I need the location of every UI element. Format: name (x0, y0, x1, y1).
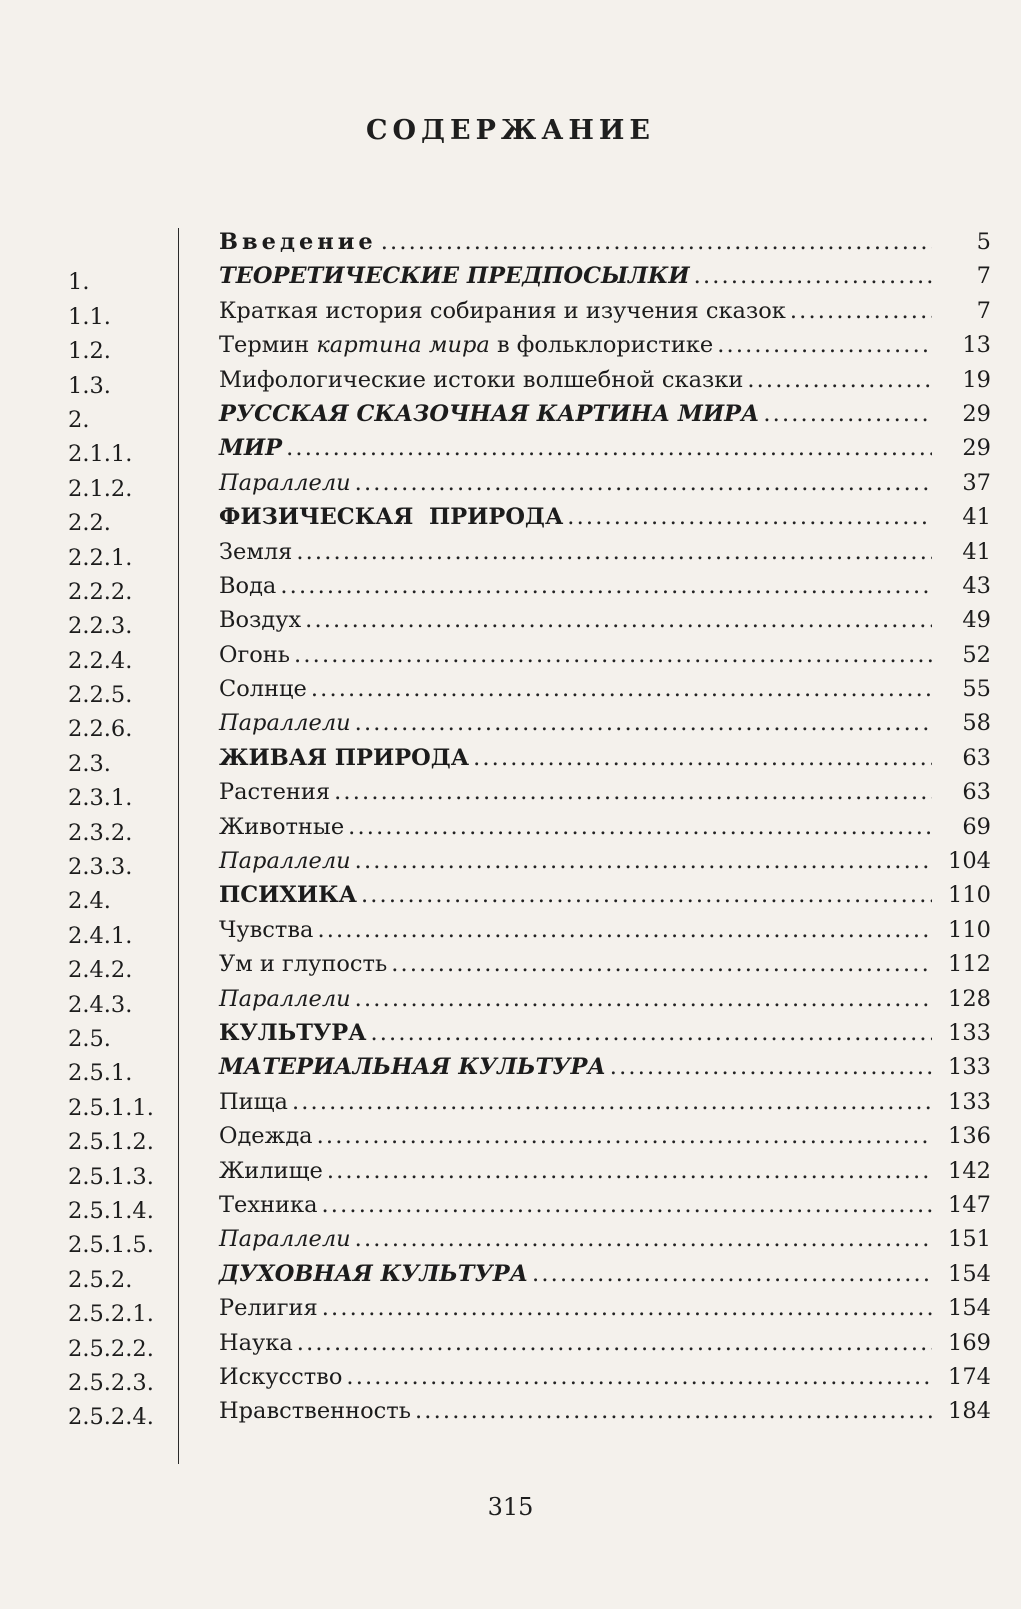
page-reference: 174 (948, 1363, 991, 1390)
page-reference: 69 (962, 813, 991, 840)
page-reference: 136 (948, 1123, 991, 1150)
toc-entry[interactable] (0, 535, 1021, 569)
toc-entry[interactable] (0, 1119, 1021, 1156)
section-number: 2.2.5. (68, 682, 133, 709)
section-number: 2.3.2. (68, 819, 133, 846)
dot-leader (321, 1188, 932, 1222)
section-title: РУССКАЯ СКАЗОЧНАЯ КАРТИНА МИРА (219, 400, 760, 427)
section-number: 2.5.2. (68, 1266, 133, 1293)
page-reference: 58 (962, 710, 991, 737)
section-title: КУЛЬТУРА (219, 1019, 367, 1046)
section-title: МАТЕРИАЛЬНАЯ КУЛЬТУРА (219, 1054, 606, 1081)
page-reference: 151 (948, 1226, 991, 1253)
section-number: 2.4.2. (68, 957, 133, 984)
page-reference: 19 (962, 366, 991, 393)
dot-leader (361, 878, 932, 912)
dot-leader (747, 363, 932, 397)
toc-entry[interactable] (0, 500, 1021, 537)
section-number: 2.2.1. (68, 544, 133, 571)
toc-entry[interactable] (0, 466, 1021, 500)
dot-leader (763, 397, 932, 431)
page-reference: 41 (962, 504, 991, 531)
toc-entry[interactable] (0, 775, 1021, 812)
section-title: ЖИВАЯ ПРИРОДА (219, 744, 470, 771)
section-title: Параллели (219, 710, 351, 737)
section-title: Земля (219, 538, 293, 565)
toc-entry[interactable] (0, 638, 1021, 672)
page-reference: 154 (948, 1260, 991, 1287)
dot-leader (280, 569, 932, 603)
page-reference: 13 (962, 332, 991, 359)
section-number: 2.5.1.3. (68, 1163, 154, 1190)
toc-entry[interactable] (0, 603, 1021, 640)
dot-leader (355, 982, 932, 1016)
dot-leader (346, 1360, 932, 1394)
dot-leader (286, 431, 932, 465)
section-title: Наука (219, 1329, 293, 1356)
section-title: Техника (219, 1191, 318, 1218)
toc-entry[interactable] (0, 706, 1021, 743)
toc-entry[interactable] (0, 294, 1021, 328)
dot-leader (292, 1085, 932, 1119)
dot-leader (334, 775, 932, 809)
page-reference: 112 (948, 951, 991, 978)
toc-entry[interactable] (0, 397, 1021, 431)
section-title: Пища (219, 1088, 288, 1115)
dot-leader (294, 638, 932, 672)
page-reference: 104 (948, 848, 991, 875)
page-reference: 41 (962, 538, 991, 565)
page-reference: 63 (962, 779, 991, 806)
page-reference: 43 (962, 572, 991, 599)
section-number: 2.3.3. (68, 854, 133, 881)
dot-leader (311, 672, 932, 706)
section-title (219, 328, 713, 362)
page-reference: 110 (948, 882, 991, 909)
page-title: СОДЕРЖАНИЕ (366, 115, 655, 146)
toc-entry[interactable] (0, 1085, 1021, 1119)
toc-entry[interactable] (0, 947, 1021, 984)
page-reference: 49 (962, 607, 991, 634)
section-title: ДУХОВНАЯ КУЛЬТУРА (219, 1260, 529, 1287)
toc-entry[interactable] (0, 1154, 1021, 1188)
dot-leader (415, 1394, 932, 1428)
toc-entry[interactable] (0, 810, 1021, 844)
toc-entry[interactable] (0, 1188, 1021, 1222)
dot-leader (391, 947, 932, 981)
page-reference: 29 (962, 400, 991, 427)
section-title: Параллели (219, 848, 351, 875)
dot-leader (327, 1154, 932, 1188)
dot-leader (610, 1050, 932, 1084)
section-title: Нравственность (219, 1398, 411, 1425)
toc-entry[interactable] (0, 328, 1021, 365)
section-number: 2.5.2.2. (68, 1335, 154, 1362)
section-title: Вода (219, 572, 277, 599)
toc-entry[interactable] (0, 1360, 1021, 1394)
toc-entry[interactable] (0, 259, 1021, 296)
toc-entry[interactable] (0, 878, 1021, 915)
section-number: 2.5.2.3. (68, 1369, 154, 1396)
page-reference: 133 (948, 1019, 991, 1046)
section-title: Воздух (219, 607, 302, 634)
section-title: Искусство (219, 1363, 343, 1390)
dot-leader (370, 1016, 932, 1050)
dot-leader (717, 328, 932, 362)
section-number: 2.5.1.2. (68, 1129, 154, 1156)
section-number: 1. (68, 269, 90, 296)
page-number: 315 (487, 1493, 534, 1521)
section-number: 2.5.1.1. (68, 1094, 154, 1121)
section-title: Мифологические истоки волшебной сказки (219, 366, 744, 393)
dot-leader (473, 741, 932, 775)
section-number: 2.2.6. (68, 716, 133, 743)
section-number: 2.2.4. (68, 647, 133, 674)
dot-leader (567, 500, 932, 534)
section-number: 2.4. (68, 888, 111, 915)
toc-entry[interactable] (0, 1291, 1021, 1328)
section-title: Религия (219, 1295, 318, 1322)
page-reference: 55 (962, 676, 991, 703)
page-reference: 169 (948, 1329, 991, 1356)
toc-entry[interactable] (0, 982, 1021, 1016)
section-number: 2.1.1. (68, 441, 133, 468)
page-reference: 128 (948, 985, 991, 1012)
section-title: Краткая история собирания и изучения сказок (219, 297, 786, 324)
section-number: 1.1. (68, 303, 111, 330)
dot-leader (296, 535, 932, 569)
toc-entry[interactable] (0, 844, 1021, 881)
section-title: Животные (219, 813, 345, 840)
section-number: 2.5.1.5. (68, 1232, 154, 1259)
dot-leader (355, 706, 932, 740)
toc-entry[interactable] (0, 1326, 1021, 1360)
toc-entry[interactable] (0, 1016, 1021, 1050)
section-title: Параллели (219, 469, 351, 496)
title-italic-term: картина мира (316, 332, 490, 359)
section-title: Солнце (219, 676, 307, 703)
page-reference: 7 (976, 297, 991, 324)
dot-leader (355, 1222, 932, 1256)
toc-entry[interactable] (0, 225, 1021, 259)
dot-leader (348, 810, 932, 844)
dot-leader (322, 1291, 932, 1325)
page-reference: 184 (948, 1398, 991, 1425)
section-title: ПСИХИКА (219, 882, 357, 909)
section-title: Введение (219, 229, 377, 255)
section-number: 1.2. (68, 338, 111, 365)
table-of-contents (0, 225, 1021, 1429)
page-reference: 154 (948, 1295, 991, 1322)
section-number: 2.5. (68, 1025, 111, 1052)
section-title: Огонь (219, 641, 291, 668)
section-title: ФИЗИЧЕСКАЯ ПРИРОДА (219, 504, 564, 531)
section-number: 2.5.1. (68, 1060, 133, 1087)
dot-leader (305, 603, 932, 637)
title-part: в фольклористике (489, 332, 714, 359)
page-reference: 142 (948, 1157, 991, 1184)
toc-entry[interactable] (0, 1222, 1021, 1259)
section-number: 2.2. (68, 510, 111, 537)
section-title: Одежда (219, 1123, 313, 1150)
toc-entry[interactable] (0, 741, 1021, 775)
dot-leader (355, 844, 932, 878)
dot-leader (317, 913, 932, 947)
section-number: 2. (68, 406, 90, 433)
page-reference: 133 (948, 1054, 991, 1081)
page-reference: 29 (962, 435, 991, 462)
section-number: 1.3. (68, 372, 111, 399)
toc-entry[interactable] (0, 672, 1021, 709)
dot-leader (297, 1326, 932, 1360)
dot-leader (532, 1257, 932, 1291)
section-title: Ум и глупость (219, 951, 388, 978)
title-part: Термин (219, 332, 317, 359)
toc-entry[interactable] (0, 913, 1021, 947)
toc-entry[interactable] (0, 569, 1021, 603)
section-title: МИР (219, 435, 283, 462)
section-title: Жилище (219, 1157, 323, 1184)
section-title: Чувства (219, 916, 314, 943)
page-reference: 133 (948, 1088, 991, 1115)
section-number: 2.1.2. (68, 475, 133, 502)
section-number: 2.4.1. (68, 922, 133, 949)
toc-entry[interactable] (0, 1394, 1021, 1431)
page-reference: 110 (948, 916, 991, 943)
page-reference: 52 (962, 641, 991, 668)
section-title: Параллели (219, 1226, 351, 1253)
section-number: 2.5.2.1. (68, 1301, 154, 1328)
page-reference: 37 (962, 469, 991, 496)
section-number: 2.4.3. (68, 991, 133, 1018)
page-reference: 63 (962, 744, 991, 771)
section-title: Растения (219, 779, 331, 806)
section-title: ТЕОРЕТИЧЕСКИЕ ПРЕДПОСЫЛКИ (219, 263, 690, 290)
section-number: 2.5.1.4. (68, 1197, 154, 1224)
toc-entry[interactable] (0, 1257, 1021, 1291)
page-reference: 7 (976, 263, 991, 290)
section-title: Параллели (219, 985, 351, 1012)
dot-leader (381, 225, 932, 259)
section-number: 2.5.2.4. (68, 1404, 154, 1431)
dot-leader (694, 259, 932, 293)
section-number: 2.3. (68, 750, 111, 777)
page-reference: 147 (948, 1191, 991, 1218)
dot-leader (790, 294, 932, 328)
dot-leader (355, 466, 932, 500)
section-number: 2.2.2. (68, 578, 133, 605)
dot-leader (317, 1119, 932, 1153)
section-number: 2.3.1. (68, 785, 133, 812)
section-number: 2.2.3. (68, 613, 133, 640)
toc-entry[interactable] (0, 363, 1021, 397)
toc-entry[interactable] (0, 1050, 1021, 1087)
toc-entry[interactable] (0, 431, 1021, 468)
page-reference: 5 (976, 229, 991, 255)
